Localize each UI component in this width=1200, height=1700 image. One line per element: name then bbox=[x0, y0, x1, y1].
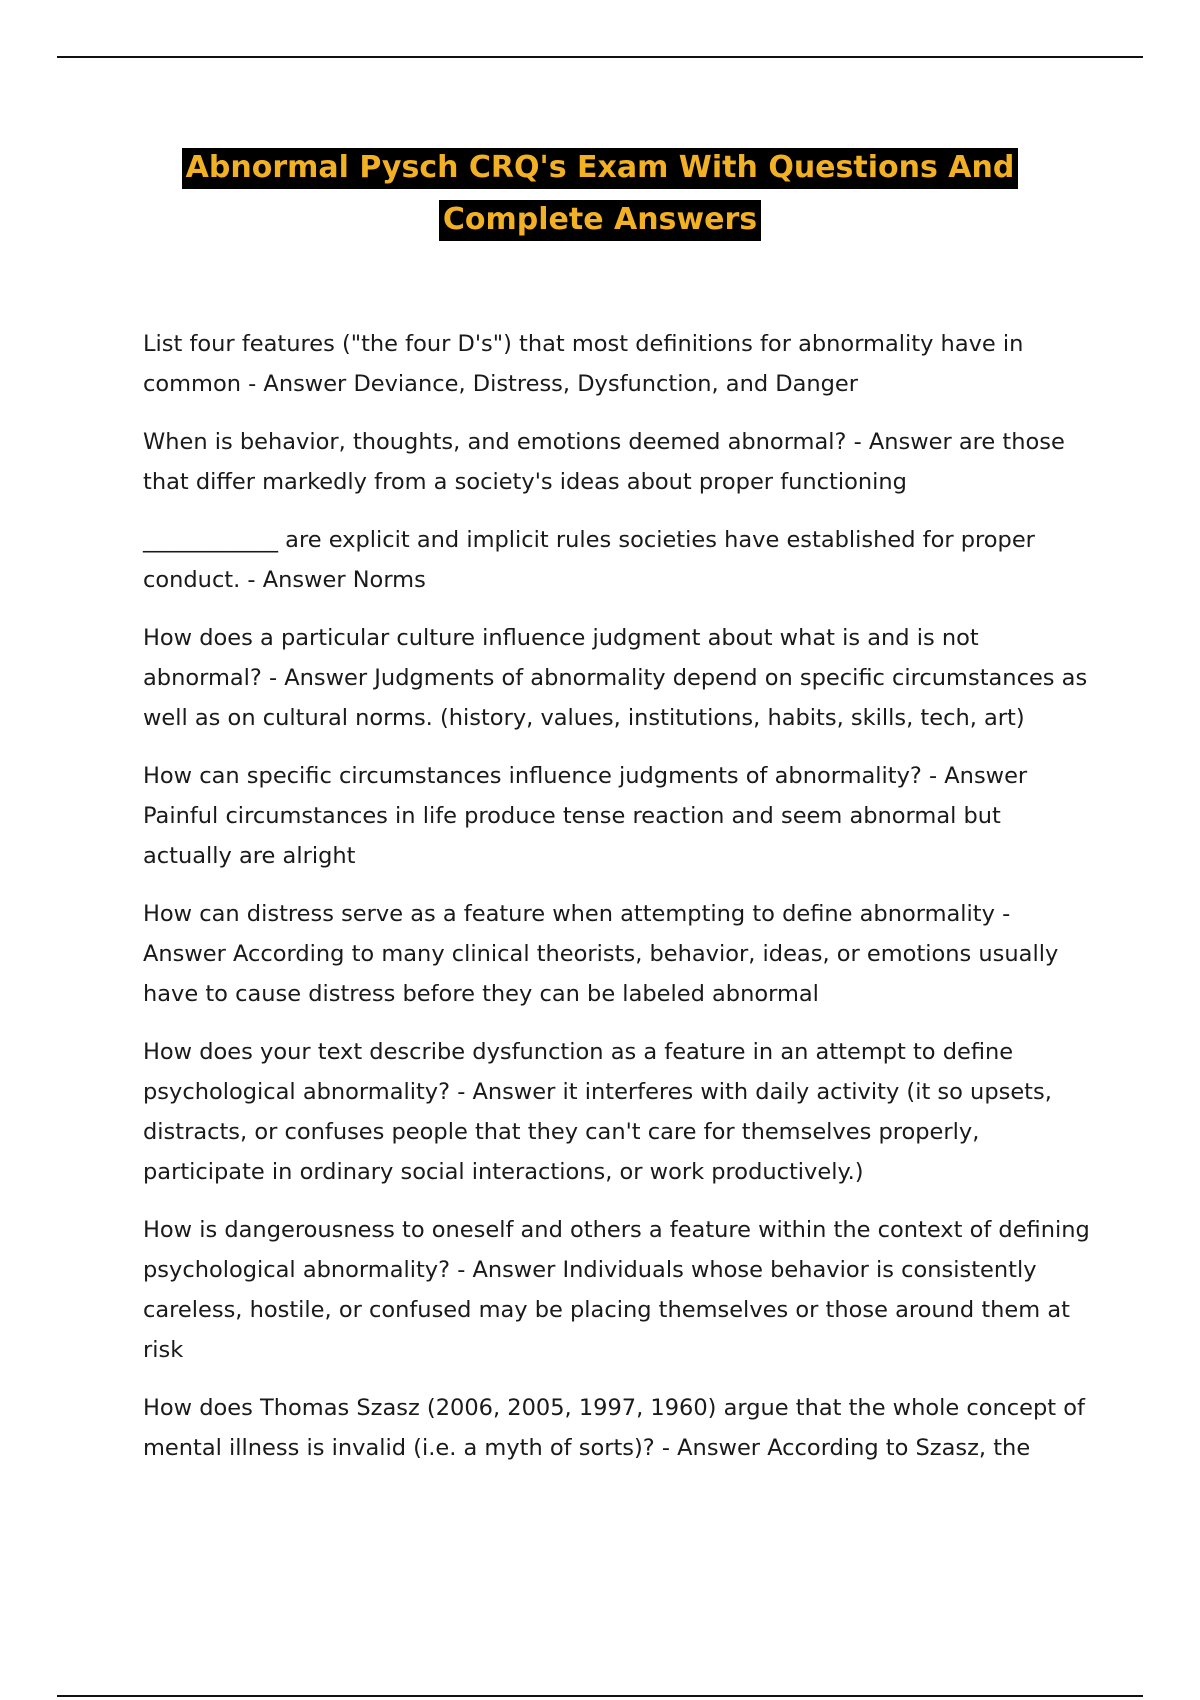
qa-entry-9: How does Thomas Szasz (2006, 2005, 1997, 1960) argue that the whole concept of mental illness is invalid (i.e. a myth of sorts)? - Answer According to Szasz, the bbox=[143, 1395, 1085, 1461]
title-line-1: Abnormal Pysch CRQ's Exam With Questions And bbox=[182, 148, 1019, 189]
document-body bbox=[143, 324, 1093, 1486]
qa-entry-6: How can distress serve as a feature when attempting to define abnormality - Answer According to many clinical theorists, behavior, ideas, or emotions usually have to cause distress before they can be labeled abnormal bbox=[143, 901, 1059, 1007]
qa-entry-5: How can specific circumstances influence judgments of abnormality? - Answer Painful circumstances in life produce tense reaction and seem abnormal but actually are alright bbox=[143, 763, 1028, 869]
footer-rule bbox=[57, 1695, 1143, 1697]
qa-entry-3: ____________ are explicit and implicit rules societies have established for proper conduct. - Answer Norms bbox=[143, 527, 1035, 593]
document-title bbox=[0, 142, 1200, 246]
qa-entry-1: List four features ("the four D's") that most definitions for abnormality have in common - Answer Deviance, Distress, Dysfunction, and Danger bbox=[143, 331, 1024, 397]
qa-entry-2: When is behavior, thoughts, and emotions deemed abnormal? - Answer are those that differ markedly from a society's ideas about proper functioning bbox=[143, 429, 1065, 495]
qa-entry-4: How does a particular culture influence judgment about what is and is not abnormal? - Answer Judgments of abnormality depend on specific circumstances as well as on cultural norms. (history, values, institutions, habits, skills, tech, art) bbox=[143, 625, 1088, 731]
header-rule bbox=[57, 56, 1143, 58]
title-line-2: Complete Answers bbox=[439, 200, 761, 241]
qa-entry-7: How does your text describe dysfunction as a feature in an attempt to define psychological abnormality? - Answer it interferes with daily activity (it so upsets, distracts, or confuses people that they can't care for themselves properly, participate in ordinary social interactions, or work productively.) bbox=[143, 1039, 1052, 1185]
qa-entry-8: How is dangerousness to oneself and others a feature within the context of defining psychological abnormality? - Answer Individuals whose behavior is consistently careless, hostile, or confused may be placing themselves or those around them at risk bbox=[143, 1217, 1090, 1363]
